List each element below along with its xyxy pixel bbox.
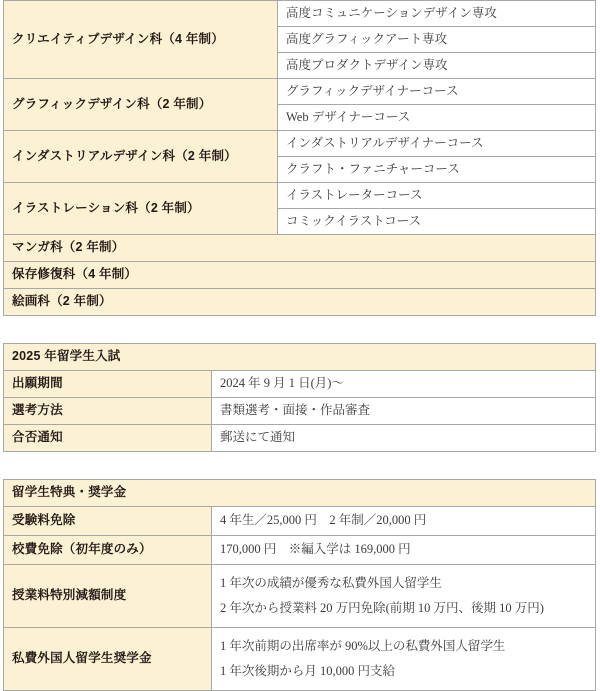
admission-row-key: 合否通知 xyxy=(4,425,212,452)
department-name-cell: グラフィックデザイン科（2 年制） xyxy=(4,79,278,131)
table-row xyxy=(4,628,596,691)
department-name-cell: 保存修復科（4 年制） xyxy=(4,262,596,289)
course-name-cell: 高度プロダクトデザイン専攻 xyxy=(278,53,596,79)
benefit-line: 2 年次から授業料 20 万円免除(前期 10 万円、後期 10 万円) xyxy=(220,601,544,615)
admission-table-heading: 2025 年留学生入試 xyxy=(4,344,596,371)
admission-row-key: 選考方法 xyxy=(4,398,212,425)
table-row xyxy=(4,344,596,371)
benefit-row-value xyxy=(212,565,596,628)
admission-table xyxy=(3,343,596,452)
department-name-cell: クリエイティブデザイン科（4 年制） xyxy=(4,1,278,79)
table-row xyxy=(4,235,596,262)
benefit-line: 1 年次の成績が優秀な私費外国人留学生 xyxy=(220,575,442,590)
department-name-cell: 絵画科（2 年制） xyxy=(4,289,596,316)
course-name-cell: インダストリアルデザイナーコース xyxy=(278,131,596,157)
benefit-row-key: 私費外国人留学生奨学金 xyxy=(4,628,212,691)
admission-table-body xyxy=(4,344,596,452)
table-row xyxy=(4,425,596,452)
benefits-table-body xyxy=(4,480,596,691)
admission-row-value: 書類選考・面接・作品審査 xyxy=(212,398,596,425)
course-name-cell: イラストレーターコース xyxy=(278,183,596,209)
admission-row-value: 郵送にて通知 xyxy=(212,425,596,452)
table-row xyxy=(4,507,596,536)
table-row xyxy=(4,536,596,565)
course-name-cell: クラフト・ファニチャーコース xyxy=(278,157,596,183)
benefits-table xyxy=(3,479,596,691)
benefit-row-value xyxy=(212,507,596,536)
benefit-row-value xyxy=(212,628,596,691)
course-name-cell: 高度グラフィックアート専攻 xyxy=(278,27,596,53)
table-row xyxy=(4,398,596,425)
table-row xyxy=(4,79,596,105)
benefit-line: 1 年次後期から月 10,000 円支給 xyxy=(220,664,396,678)
benefit-line: 170,000 円 ※編入学は 169,000 円 xyxy=(220,542,411,557)
admission-row-key: 出願期間 xyxy=(4,371,212,398)
benefit-line: 1 年次前期の出席率が 90%以上の私費外国人留学生 xyxy=(220,638,506,653)
benefit-row-value xyxy=(212,536,596,565)
department-name-cell: マンガ科（2 年制） xyxy=(4,235,596,262)
table-row xyxy=(4,480,596,507)
table-row xyxy=(4,371,596,398)
course-name-cell: Web デザイナーコース xyxy=(278,105,596,131)
table-row xyxy=(4,183,596,209)
table-row xyxy=(4,131,596,157)
course-name-cell: グラフィックデザイナーコース xyxy=(278,79,596,105)
department-name-cell: イラストレーション科（2 年制） xyxy=(4,183,278,235)
benefit-row-key: 校費免除（初年度のみ） xyxy=(4,536,212,565)
departments-table xyxy=(3,0,596,316)
table-row xyxy=(4,1,596,27)
admission-row-value: 2024 年 9 月 1 日(月)〜 xyxy=(212,371,596,398)
benefit-row-key: 授業料特別減額制度 xyxy=(4,565,212,628)
benefits-table-heading: 留学生特典・奨学金 xyxy=(4,480,596,507)
departments-table-body xyxy=(4,1,596,316)
course-name-cell: コミックイラストコース xyxy=(278,209,596,235)
table-row xyxy=(4,262,596,289)
benefit-row-key: 受験料免除 xyxy=(4,507,212,536)
department-name-cell: インダストリアルデザイン科（2 年制） xyxy=(4,131,278,183)
benefit-line: 4 年生／25,000 円 2 年制／20,000 円 xyxy=(220,513,427,528)
table-row xyxy=(4,289,596,316)
table-row xyxy=(4,565,596,628)
course-name-cell: 高度コミュニケーションデザイン専攻 xyxy=(278,1,596,27)
